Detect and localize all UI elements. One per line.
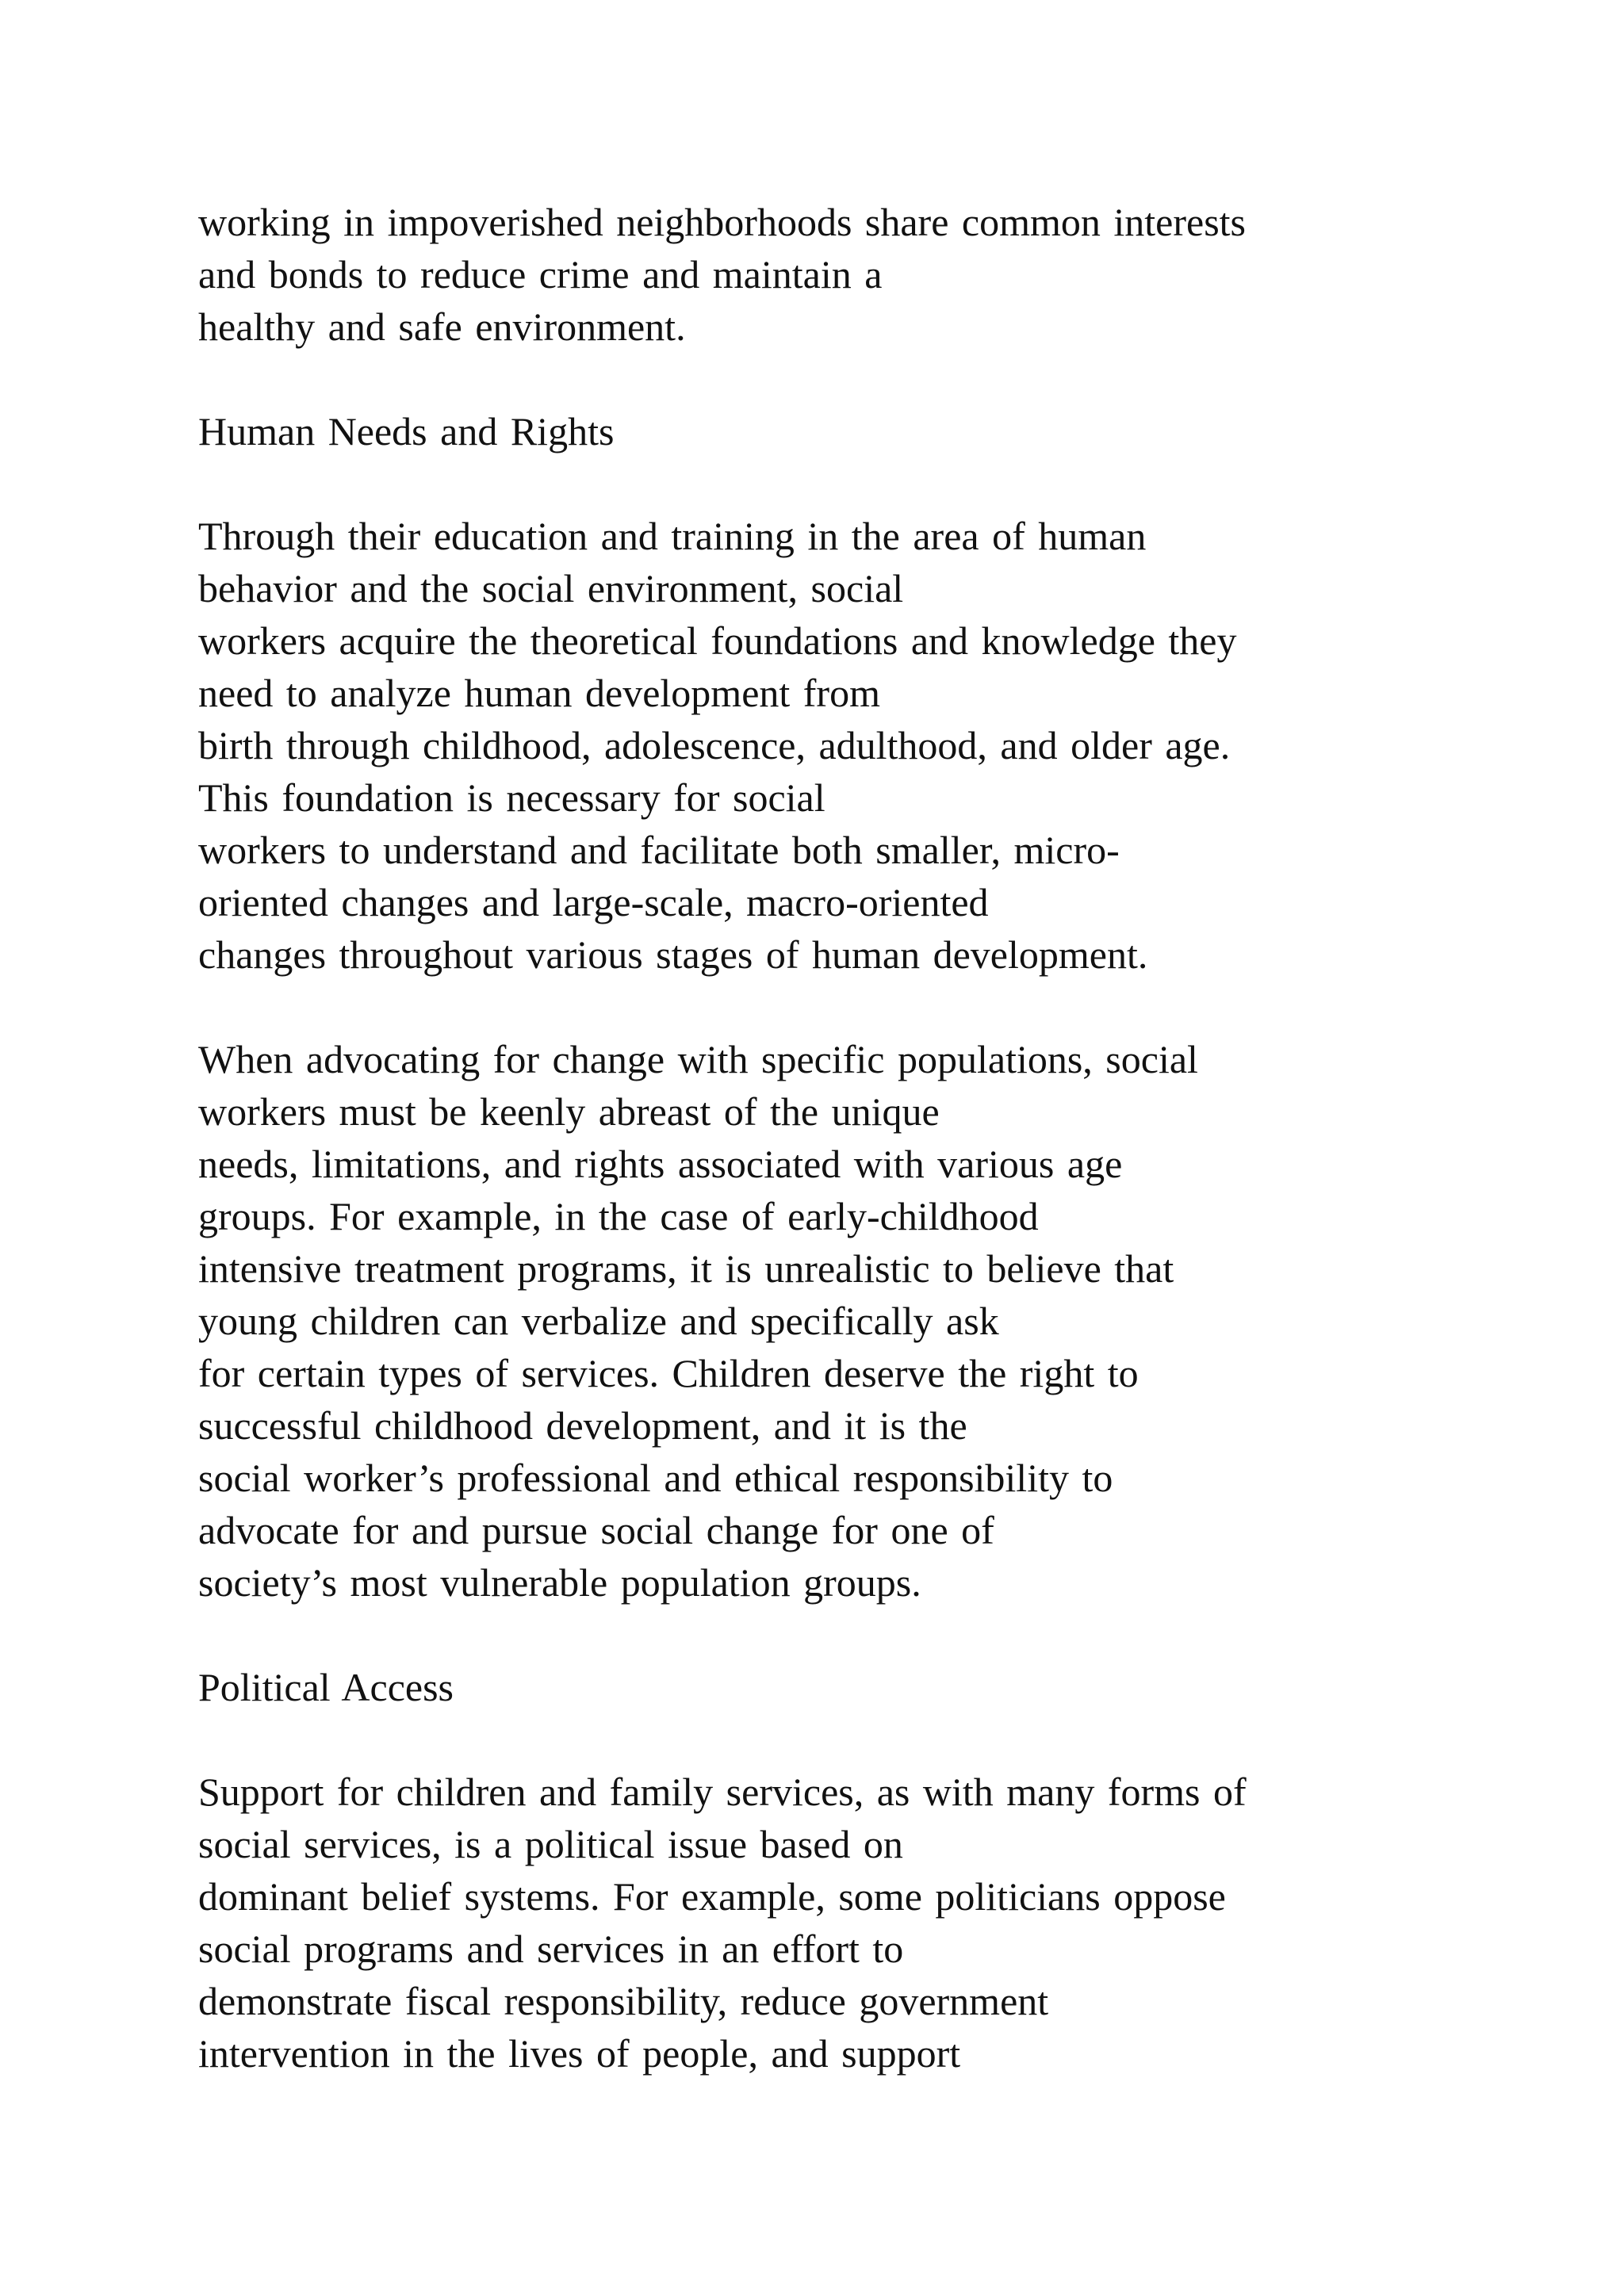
text-line: social services, is a political issue based on — [198, 1822, 903, 1866]
text-line: workers must be keenly abreast of the unique — [198, 1089, 940, 1134]
text-line: demonstrate fiscal responsibility, reduce government — [198, 1979, 1049, 2023]
text-line: intensive treatment programs, it is unrealistic to believe that — [198, 1246, 1174, 1291]
text-line: workers to understand and facilitate both smaller, micro- — [198, 828, 1120, 872]
document-body — [198, 196, 1546, 2080]
paragraph-1 — [198, 196, 1546, 353]
text-line: successful childhood development, and it is the — [198, 1403, 967, 1448]
text-line: This foundation is necessary for social — [198, 775, 825, 820]
text-line: working in impoverished neighborhoods share common interests — [198, 200, 1246, 244]
text-line: and bonds to reduce crime and maintain a — [198, 252, 883, 297]
text-line: society’s most vulnerable population groups. — [198, 1560, 921, 1605]
text-line: Support for children and family services, as with many forms of — [198, 1770, 1247, 1814]
heading-human-needs-and-rights — [198, 405, 1546, 457]
text-line: workers acquire the theoretical foundations and knowledge they — [198, 618, 1237, 663]
section-heading: Human Needs and Rights — [198, 409, 615, 453]
paragraph-3 — [198, 1033, 1546, 1609]
text-line: need to analyze human development from — [198, 671, 880, 715]
text-line: social worker’s professional and ethical responsibility to — [198, 1456, 1113, 1500]
paragraph-spacer — [198, 353, 1546, 405]
section-heading: Political Access — [198, 1665, 454, 1709]
text-line: needs, limitations, and rights associated with various age — [198, 1142, 1123, 1186]
text-line: behavior and the social environment, social — [198, 566, 904, 610]
text-line: social programs and services in an effort to — [198, 1927, 904, 1971]
text-line: for certain types of services. Children deserve the right to — [198, 1351, 1139, 1395]
text-line: changes throughout various stages of human development. — [198, 932, 1148, 977]
paragraph-4 — [198, 1766, 1546, 2080]
text-line: birth through childhood, adolescence, adulthood, and older age. — [198, 723, 1231, 767]
text-line: intervention in the lives of people, and support — [198, 2031, 961, 2076]
text-line: groups. For example, in the case of early-childhood — [198, 1194, 1039, 1238]
text-line: dominant belief systems. For example, some politicians oppose — [198, 1874, 1226, 1919]
text-line: advocate for and pursue social change for one of — [198, 1508, 994, 1552]
text-line: young children can verbalize and specifically ask — [198, 1299, 999, 1343]
paragraph-spacer — [198, 1713, 1546, 1766]
text-line: oriented changes and large-scale, macro-oriented — [198, 880, 989, 924]
text-line: Through their education and training in the area of human — [198, 514, 1147, 558]
text-line: When advocating for change with specific populations, social — [198, 1037, 1198, 1081]
paragraph-spacer — [198, 1609, 1546, 1661]
heading-political-access — [198, 1661, 1546, 1713]
paragraph-2 — [198, 510, 1546, 981]
text-line: healthy and safe environment. — [198, 304, 686, 349]
paragraph-spacer — [198, 981, 1546, 1033]
paragraph-spacer — [198, 457, 1546, 510]
